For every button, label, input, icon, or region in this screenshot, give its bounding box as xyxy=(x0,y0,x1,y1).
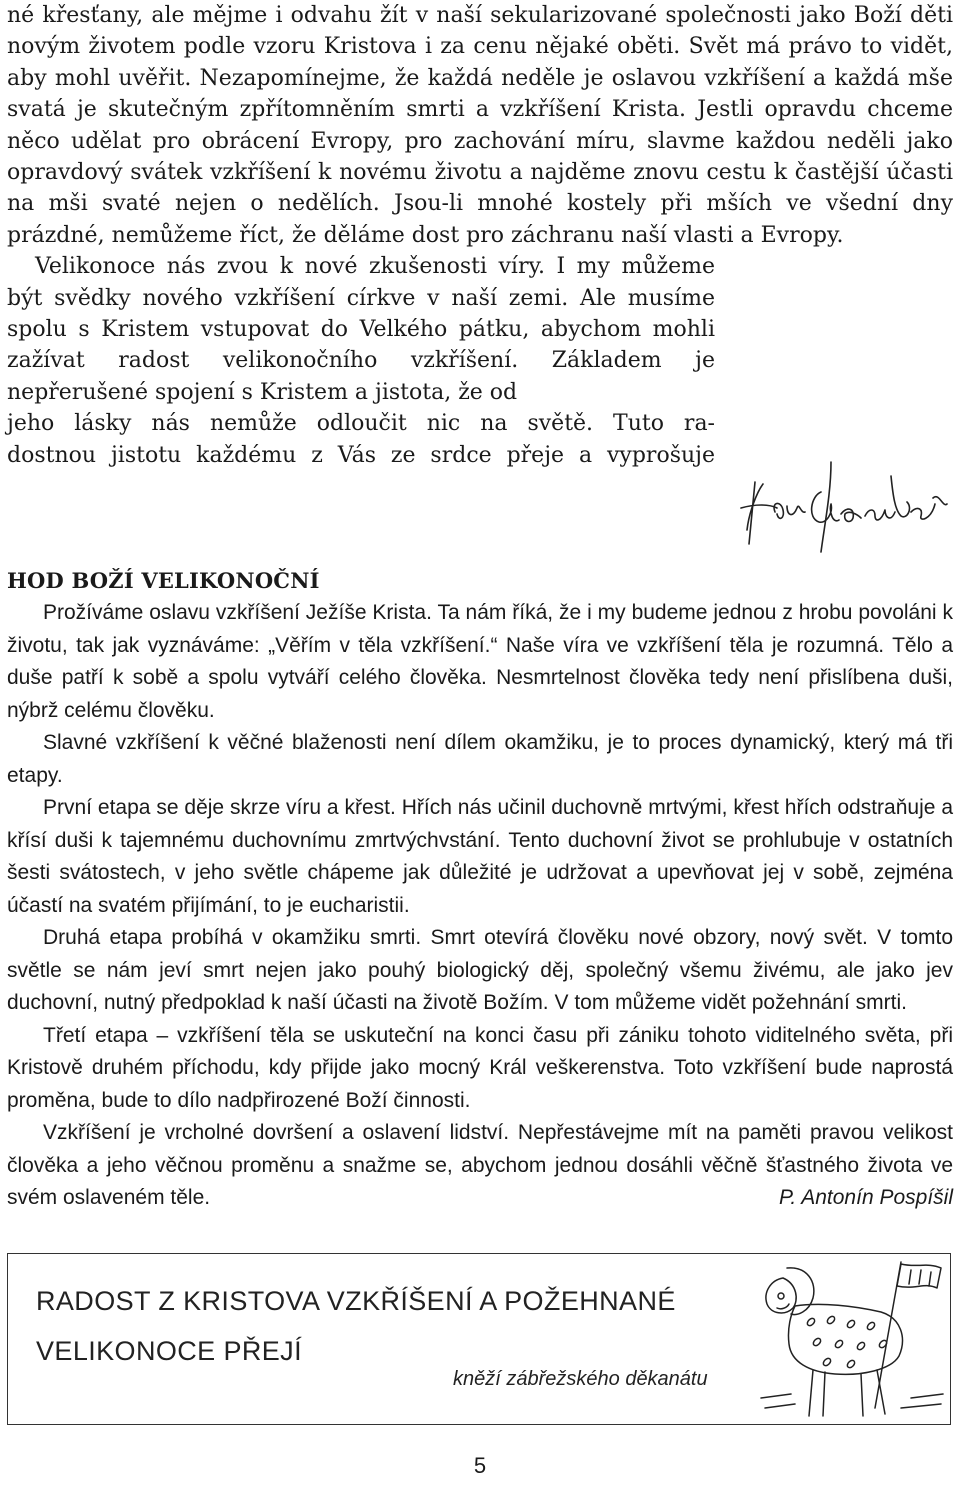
letter-closing-line-1: jeho lásky nás nemůže odloučit nic na světě. Tuto ra- xyxy=(7,411,715,437)
section-paragraph: Slavné vzkříšení k věčné blaženosti není dílem okamžiku, je to proces dynamický, který má tři etapy. xyxy=(7,731,953,787)
letter-body xyxy=(7,0,953,471)
greeting-title xyxy=(36,1276,756,1376)
greeting-signature: kněží zábřežského děkanátu xyxy=(453,1368,708,1390)
greeting-title-line-2: VELIKONOCE PŘEJÍ xyxy=(36,1336,302,1366)
letter-paragraph-1: né křesťany, ale mějme i odvahu žít v naší sekularizované společnosti jako Boží děti novým životem podle vzoru Kristova i za cenu nějaké oběti. Svět má právo to vidět, aby mohl uvěřit. Nezapomínejme, že každá neděle je oslavou vzkříšení a každá mše svatá je skutečným zpřítomněním smrti a vzkříšení Krista. Jestli opravdu chceme něco udělat pro obrácení Evropy, pro zachování míru, slavme každou neděli jako opravdový svátek vzkříšení k novému životu a najděme znovu cestu k častější účasti na mši svaté nejen o nedělích. Jsou-li mnohé kostely při mších ve všední dny prázdné, nemůžeme říct, že děláme dost pro záchranu naší vlasti a Evropy. xyxy=(7,3,953,248)
greeting-box xyxy=(7,1253,951,1425)
section-paragraph: Třetí etapa – vzkříšení těla se uskuteční na konci času při zániku tohoto viditelného světa, při Kristově druhém příchodu, kdy přijde jako mocný Král veškerenstva. Toto vzkříšení bude naprostá proměna, bude to dílo nadpřirozené Boží činnosti. xyxy=(7,1023,953,1112)
page-number: 5 xyxy=(473,1453,487,1478)
letter-paragraph-2: Velikonoce nás zvou k nové zkušenosti víry. I my můžeme být svědky nového vzkříšení církve v naší zemi. Ale musíme spolu s Kristem vstupovat do Velkého pátku, abychom mohli zažívat radost velikonočního vzkříšení. Základem je nepřerušené spojení s Kristem a jistota, že od xyxy=(7,254,715,405)
section-paragraph: Prožíváme oslavu vzkříšení Ježíše Krista. Ta nám říká, že i my budeme jednou z hrobu povoláni k životu, tak jak vyznáváme: „Věřím v těla vzkříšení.“ Naše víra ve vzkříšení těla je rozumná. Tělo a duše patří k sobě a spolu vytváří celého člověka. Nesmrtelnost člověka tedy není přislíbena duši, nýbrž celému člověku. xyxy=(7,601,953,722)
handwritten-signature xyxy=(735,452,950,557)
section-paragraph: Druhá etapa probíhá v okamžiku smrti. Smrt otevírá člověku nové obzory, nový svět. V tomto světle se nám jeví smrt nejen jako pouhý biologický děj, společný všemu živému, ale jako jev duchovní, nutný předpoklad k naší účasti na životě Božím. V tom můžeme vidět požehnání smrti. xyxy=(7,926,953,1014)
section-paragraph: První etapa se děje skrze víru a křest. Hřích nás učinil duchovně mrtvými, křest hřích odstraňuje a křísí duši k tajemnému duchovnímu zmrtvýchvstání. Tento duchovní život se prohlubuje v ostatních šesti svátostech, v jeho světle chápeme jak důležité je udržovat a upevňovat jej v sobě, zejména účastí na svatém přijímání, to je eucharistii. xyxy=(7,796,953,917)
easter-lamb-icon xyxy=(751,1258,946,1420)
section-last-paragraph xyxy=(7,1117,953,1215)
greeting-title-line-1: RADOST Z KRISTOVA VZKŘÍŠENÍ A POŽEHNANÉ xyxy=(36,1286,676,1316)
easter-section xyxy=(7,565,953,1215)
author-name: P. Antonín Pospíšil xyxy=(779,1186,953,1209)
section-heading: HOD BOŽÍ VELIKONOČNÍ xyxy=(7,568,320,593)
section-last-text: Vzkříšení je vrcholné dovršení a oslavení lidství. Nepřestávejme mít na paměti pravou velikost člověka a jeho věčnou proměnu a snažme se, abychom jednou dosáhli věčně šťastného života ve svém oslaveném těle. xyxy=(7,1121,953,1209)
letter-closing-line-2: dostnou jistotu každému z Vás ze srdce přeje a vyprošuje xyxy=(7,442,715,468)
